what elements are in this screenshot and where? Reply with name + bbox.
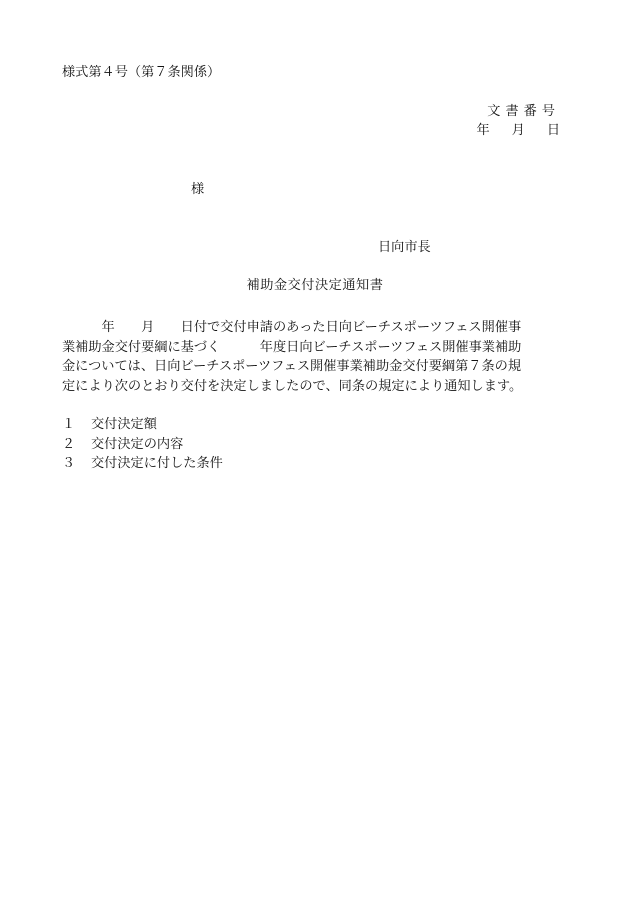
issuer-name: 日向市長 [378, 240, 431, 255]
body-line: 業補助金交付要綱に基づく 年度日向ビーチスポーツフェス開催事業補助 [62, 339, 522, 355]
body-line: 定により次のとおり交付を決定しましたので、同条の規定により通知します。 [62, 378, 523, 394]
body-paragraph [62, 318, 562, 396]
item-label: 交付決定に付した条件 [91, 456, 223, 471]
item-number: ３ [62, 456, 76, 471]
date-year-label: 年 [476, 123, 490, 138]
date-month-label: 月 [511, 123, 525, 138]
document-date [476, 124, 560, 137]
item-label: 交付決定額 [91, 417, 157, 432]
item-number: １ [62, 417, 76, 432]
document-number-label: 文書番号 [487, 104, 560, 119]
decision-items-list [62, 415, 223, 474]
date-day-label: 日 [546, 123, 560, 138]
body-line: 年 月 日付で交付申請のあった日向ビーチスポーツフェス開催事 [62, 320, 522, 335]
item-label: 交付決定の内容 [91, 436, 184, 452]
form-label: 様式第４号（第７条関係） [62, 65, 221, 80]
item-number: ２ [62, 436, 76, 452]
addressee-honorific: 様 [191, 182, 205, 197]
document-title: 補助金交付決定通知書 [246, 278, 384, 293]
list-item [62, 454, 223, 474]
body-line: 金については、日向ビーチスポーツフェス開催事業補助金交付要綱第７条の規 [62, 359, 522, 374]
list-item [62, 435, 223, 455]
list-item [62, 415, 223, 435]
